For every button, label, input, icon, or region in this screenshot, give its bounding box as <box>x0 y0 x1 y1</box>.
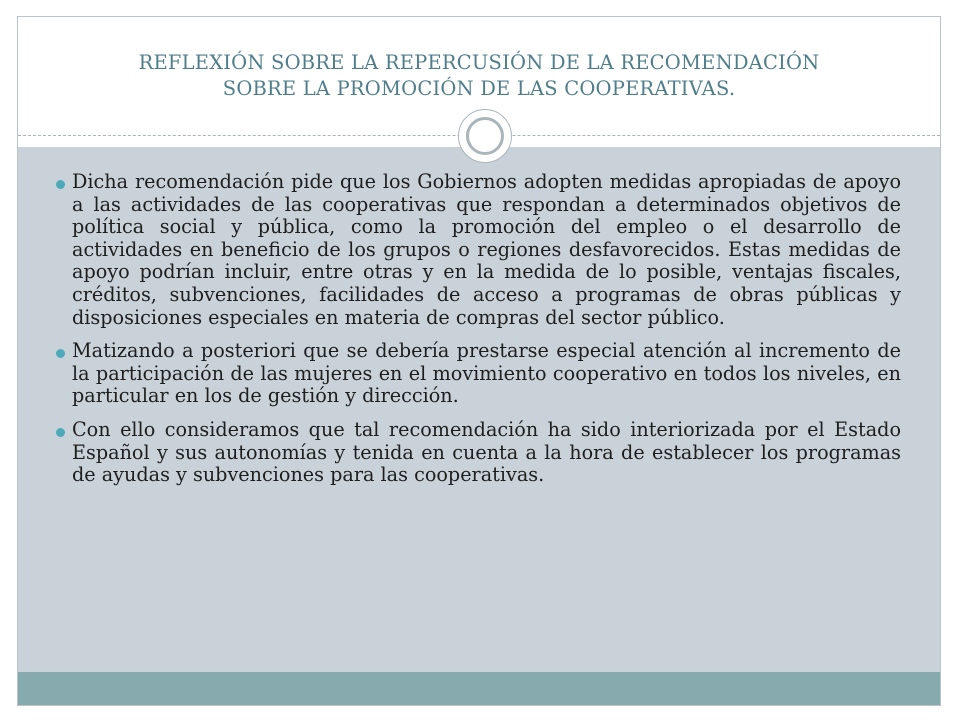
footer-band <box>18 672 940 705</box>
title-line-2: SOBRE LA PROMOCIÓN DE LAS COOPERATIVAS. <box>222 77 736 100</box>
slide <box>17 16 941 706</box>
bullet-item-3 <box>56 419 901 487</box>
bullet-item-2 <box>56 340 901 408</box>
bullet-list <box>56 171 901 498</box>
bullet-dot-icon <box>56 428 65 437</box>
bullet-text: Matizando a posteriori que se debería prestarse especial atención al incremento de la participación de las mujeres en el movimiento cooperativo en todos los niveles, en particular en los de gestión y dirección. <box>72 339 901 408</box>
circle-ornament-icon <box>458 109 512 163</box>
bullet-text: Con ello consideramos que tal recomendación ha sido interiorizada por el Estado Español y sus autonomías y tenida en cuenta a la hora de establecer los programas de ayudas y subvenciones para las cooperativas. <box>72 417 901 487</box>
circle-ornament-inner <box>466 117 504 155</box>
bullet-dot-icon <box>56 180 65 189</box>
bullet-text: Dicha recomendación pide que los Gobiernos adopten medidas apropiadas de apoyo a las actividades de las cooperativas que respondan a determinados objetivos de política social y pública, como la promoción del empleo o el desarrollo de actividades en beneficio de los grupos o regiones desfavorecidos. Estas medidas de apoyo podrían incluir, entre otras y en la medida de lo posible, ventajas fiscales, créditos, subvenciones, facilidades de acceso a programas de obras públicas y disposiciones especiales en materia de compras del sector público. <box>72 170 901 329</box>
title-line-1: REFLEXIÓN SOBRE LA REPERCUSIÓN DE LA RECOMENDACIÓN <box>138 51 820 74</box>
bullet-item-1 <box>56 171 901 329</box>
bullet-dot-icon <box>56 349 65 358</box>
